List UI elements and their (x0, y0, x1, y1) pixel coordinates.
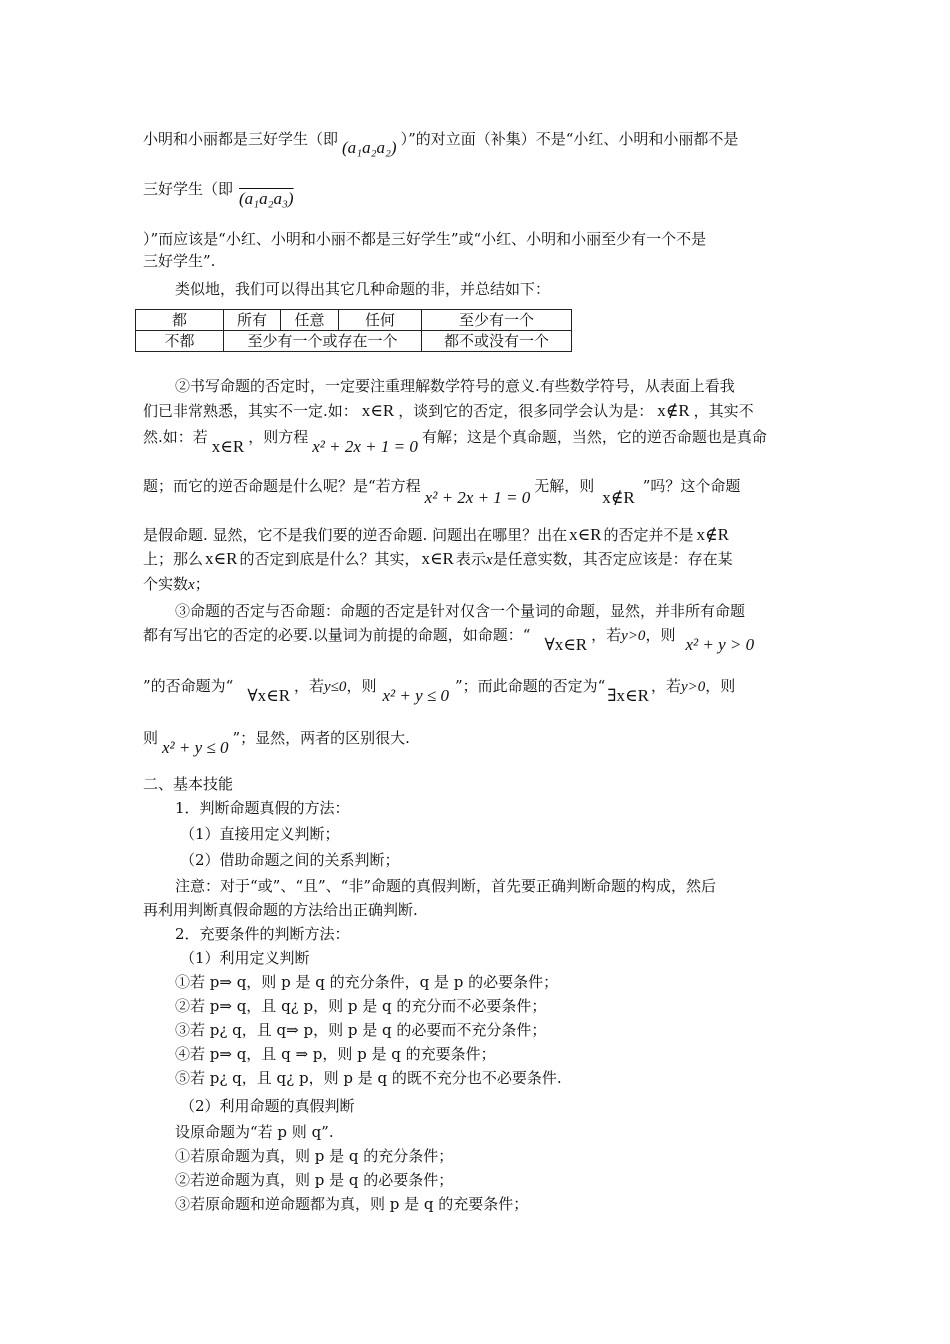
p3-line-4 (143, 475, 808, 507)
note-line-2: 再利用判断真假命题的方法给出正确判断. (143, 901, 418, 919)
math-quadratic: x² + 2x + 1 = 0 (312, 437, 418, 456)
math-forall-x-in-R: ∀x∈R (544, 635, 588, 654)
table-cell: 都不或没有一个 (422, 331, 572, 352)
list-item: （2）借助命题之间的关系判断； (180, 851, 400, 869)
p3-line-3 (143, 426, 808, 456)
math-x-in-R: x∈R (361, 401, 395, 420)
p3-text: ，其实不 (693, 402, 754, 420)
table-cell: 不都 (136, 331, 224, 352)
math-x-in-R: x∈R (569, 525, 602, 544)
p3-line-1: ②书写命题的否定时，一定要注重理解数学符号的意义.有些数学符号，从表面上看我 (175, 377, 735, 395)
p4-line-2 (143, 624, 808, 654)
p1-line-3: ）”而应该是“小红、小明和小丽不都是三好学生”或“小红、小明和小丽至少有一个不是 (143, 230, 707, 248)
rule-item: ①若 p⇒ q，则 p 是 q 的充分条件，q 是 p 的必要条件； (175, 973, 559, 991)
math-x-in-R: x∈R (205, 549, 238, 568)
p3-text: 题；而它的逆否命题是什么呢？是“若方程 (143, 477, 421, 495)
table-row (136, 331, 572, 352)
table-cell: 任何 (339, 310, 422, 331)
p4-text: ，则 (645, 626, 676, 644)
p1-line-4: 三好学生”. (143, 252, 216, 270)
rule-item: ⑤若 p¿ q，且 q¿ p，则 p 是 q 的既不充分也不必要条件. (175, 1069, 562, 1087)
math-y-le-0: y≤0 (324, 679, 347, 695)
p4-text: ，若 (650, 677, 681, 695)
p3-text: 有解；这是个真命题，当然，它的逆否命题也是真命 (421, 428, 767, 446)
note-line-1: 注意：对于“或”、“且”、“非”命题的真假判断，首先要正确判断命题的构成，然后 (175, 877, 717, 895)
p3-line-5 (143, 524, 808, 546)
rule-item: ③若原命题和逆命题都为真，则 p 是 q 的充要条件； (175, 1195, 529, 1213)
p1-line-2 (143, 178, 808, 208)
math-y-gt-0: y>0 (680, 679, 706, 695)
math-x-in-R: x∈R (211, 437, 245, 456)
original-proposition: 设原命题为“若 p 则 q”. (175, 1123, 334, 1141)
list-item: 1．判断命题真假的方法： (175, 799, 350, 817)
math-x2-plus-y-le-0: x² + y ≤ 0 (382, 686, 449, 705)
section-heading: 二、基本技能 (143, 775, 234, 793)
p3-text: 们已非常熟悉，其实不一定.如： (143, 402, 358, 420)
math-x: x (485, 552, 493, 568)
list-item: （1）直接用定义判断； (180, 825, 340, 843)
table-cell: 至少有一个 (422, 310, 572, 331)
table-row (136, 310, 572, 331)
p4-text: 都有写出它的否定的必要.以量词为前提的命题，如命题：“ (143, 626, 531, 644)
p1-line-1 (143, 128, 808, 157)
p3-text: 上；那么 (143, 550, 204, 568)
math-a1a2a2: (a₁a₂a₂) (342, 138, 397, 157)
math-x-notin-R: x∉R (657, 401, 690, 420)
negation-table (135, 309, 572, 352)
math-x2-plus-y-le-0: x² + y ≤ 0 (162, 738, 229, 757)
math-x-notin-R: x∉R (602, 488, 635, 507)
math-x-notin-R: x∉R (696, 525, 729, 544)
p4-text: 则 (143, 729, 159, 747)
list-item: （1）利用定义判断 (180, 949, 310, 967)
list-item: （2）利用命题的真假判断 (180, 1097, 355, 1115)
p4-line-1: ③命题的否定与否命题：命题的否定是针对仅含一个量词的命题，显然，并非所有命题 (175, 602, 746, 620)
list-item: 2．充要条件的判断方法： (175, 925, 350, 943)
p4-text: ，则 (346, 677, 377, 695)
p4-text: ，若 (591, 626, 622, 644)
p4-text: ，则 (705, 677, 736, 695)
math-x-in-R: x∈R (421, 549, 454, 568)
p1-text-b: ）”的对立面（补集）不是“小红、小明和小丽都不是 (400, 130, 739, 148)
p3-line-6 (143, 548, 808, 571)
table-cell: 任意 (281, 310, 339, 331)
p3-text: 表示 (455, 550, 486, 568)
rule-item: ④若 p⇒ q，且 q ⇒ p，则 p 是 q 的充要条件； (175, 1045, 496, 1063)
p4-line-4 (143, 727, 808, 757)
math-quadratic: x² + 2x + 1 = 0 (424, 488, 531, 507)
table-cell: 都 (136, 310, 224, 331)
math-y-gt-0: y>0 (621, 628, 646, 644)
p1-text-c: 三好学生（即 (143, 180, 234, 198)
p4-text: ”；而此命题的否定为“ (454, 677, 606, 695)
p3-text: ； (194, 575, 210, 593)
p4-text: ，若 (294, 677, 325, 695)
p2-summary: 类似地，我们可以得出其它几种命题的非，并总结如下： (175, 280, 551, 298)
rule-item: ①若原命题为真，则 p 是 q 的充分条件； (175, 1147, 454, 1165)
p3-text: 是任意实数，其否定应该是：存在某 (492, 550, 733, 568)
table-cell: 至少有一个或存在一个 (224, 331, 422, 352)
rule-item: ③若 p¿ q，且 q⇒ p，则 p 是 q 的必要而不充分条件； (175, 1021, 547, 1039)
p1-text-a: 小明和小丽都是三好学生（即 (143, 130, 339, 148)
math-exists-x-in-R: ∃x∈R (607, 686, 649, 705)
rule-item: ②若逆命题为真，则 p 是 q 的必要条件； (175, 1171, 454, 1189)
p3-text: 无解，则 (534, 477, 595, 495)
table-cell: 所有 (224, 310, 281, 331)
p3-line-7 (143, 573, 808, 596)
p4-line-3 (143, 675, 808, 705)
p3-text: 的否定到底是什么？其实， (239, 550, 420, 568)
p4-text: ”的否命题为“ (143, 677, 234, 695)
math-x: x (188, 577, 195, 593)
p3-text: 的否定并不是 (603, 526, 694, 544)
p3-text: ，谈到它的否定，很多同学会认为是： (398, 402, 654, 420)
p3-text: ”吗？这个命题 (642, 477, 741, 495)
rule-item: ②若 p⇒ q，且 q¿ p，则 p 是 q 的充分而不必要条件； (175, 997, 547, 1015)
p4-text: ”；显然，两者的区别很大. (232, 729, 410, 747)
math-forall-x-in-R: ∀x∈R (247, 686, 291, 705)
math-a1a2a3-overline: (a₁a₂a₃) (239, 189, 294, 208)
p3-text: 个实数 (143, 575, 189, 593)
p3-text: ，则方程 (248, 428, 309, 446)
math-x2-plus-y-gt-0: x² + y > 0 (685, 635, 755, 654)
p3-line-2 (143, 400, 808, 422)
p3-text: 是假命题. 显然，它不是我们要的逆否命题. 问题出在哪里？出在 (143, 526, 568, 544)
p3-text: 然.如：若 (143, 428, 208, 446)
